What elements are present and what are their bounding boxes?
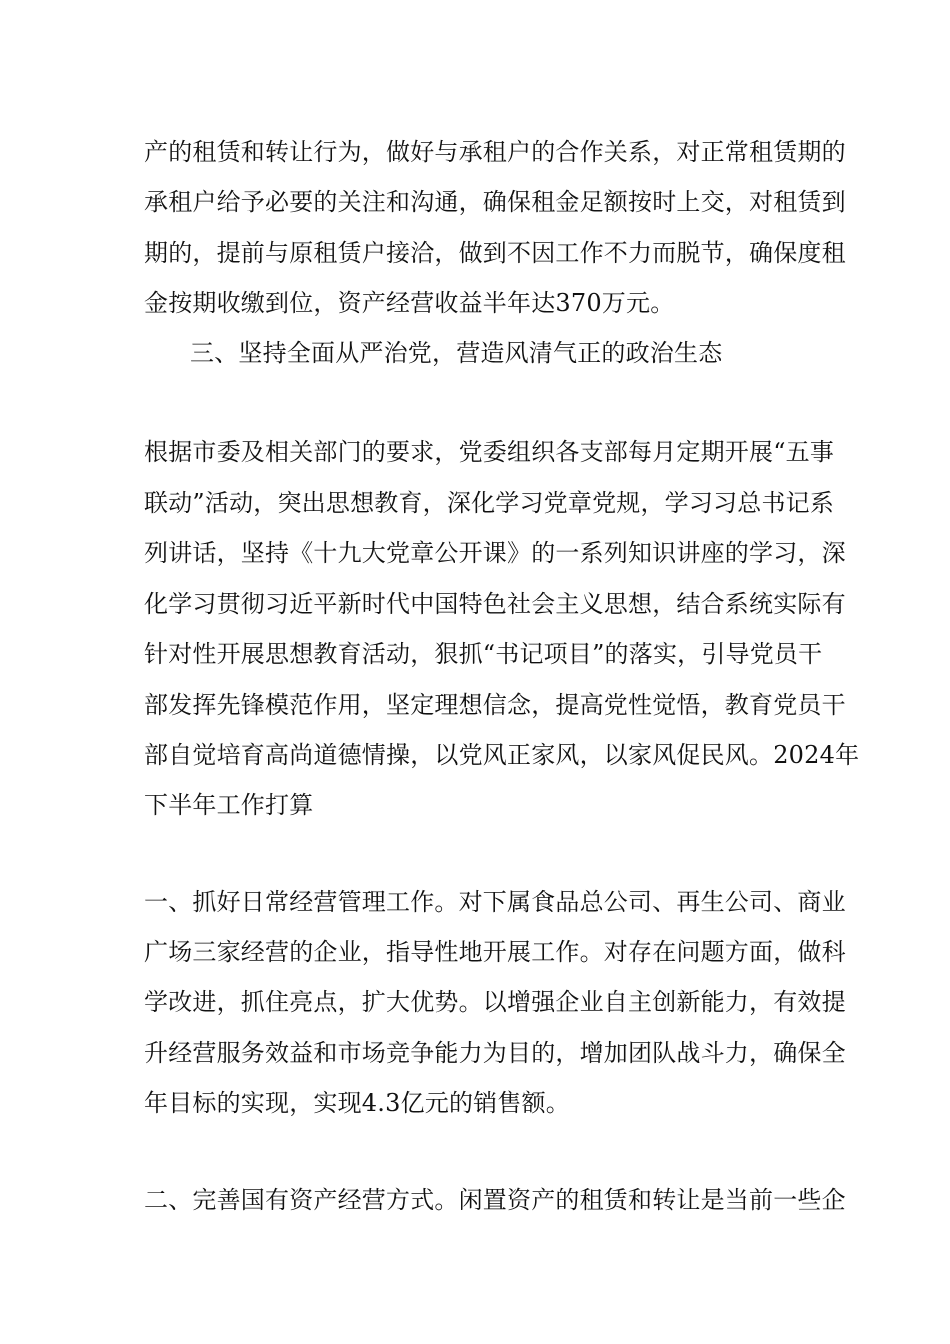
text-line: 年目标的实现，实现4.3亿元的销售额。 <box>144 1089 570 1117</box>
text-line: 学改进，抓住亮点，扩大优势。以增强企业自主创新能力，有效提 <box>144 988 846 1016</box>
text-line: 列讲话，坚持《十九大党章公开课》的一系列知识讲座的学习，深 <box>144 539 846 567</box>
text-line: 承租户给予必要的关注和沟通，确保租金足额按时上交，对租赁到 <box>144 188 846 216</box>
text-line: 升经营服务效益和市场竞争能力为目的，增加团队战斗力，确保全 <box>144 1039 846 1067</box>
text-line: 联动”活动，突出思想教育，深化学习党章党规，学习习总书记系 <box>144 489 835 517</box>
text-line: 产的租赁和转让行为，做好与承租户的合作关系，对正常租赁期的 <box>144 138 846 166</box>
text-line: 针对性开展思想教育活动，狠抓“书记项目”的落实，引导党员干 <box>144 640 823 668</box>
text-line: 一、抓好日常经营管理工作。对下属食品总公司、再生公司、商业 <box>144 888 846 916</box>
section-heading-3: 三、坚持全面从严治党，营造风清气正的政治生态 <box>190 339 723 367</box>
text-line: 部发挥先锋模范作用，坚定理想信念，提高党性觉悟，教育党员干 <box>144 691 846 719</box>
text-line: 部自觉培育高尚道德情操，以党风正家风，以家风促民风。2024年 <box>144 741 860 769</box>
text-line: 化学习贯彻习近平新时代中国特色社会主义思想，结合系统实际有 <box>144 590 846 618</box>
text-line: 根据市委及相关部门的要求，党委组织各支部每月定期开展“五事 <box>144 438 835 466</box>
text-line: 期的，提前与原租赁户接洽，做到不因工作不力而脱节，确保度租 <box>144 239 846 267</box>
text-line: 广场三家经营的企业，指导性地开展工作。对存在问题方面，做科 <box>144 938 846 966</box>
text-line: 下半年工作打算 <box>144 791 314 819</box>
text-line: 金按期收缴到位，资产经营收益半年达370万元。 <box>144 289 675 317</box>
text-line: 二、完善国有资产经营方式。闲置资产的租赁和转让是当前一些企 <box>144 1186 846 1214</box>
